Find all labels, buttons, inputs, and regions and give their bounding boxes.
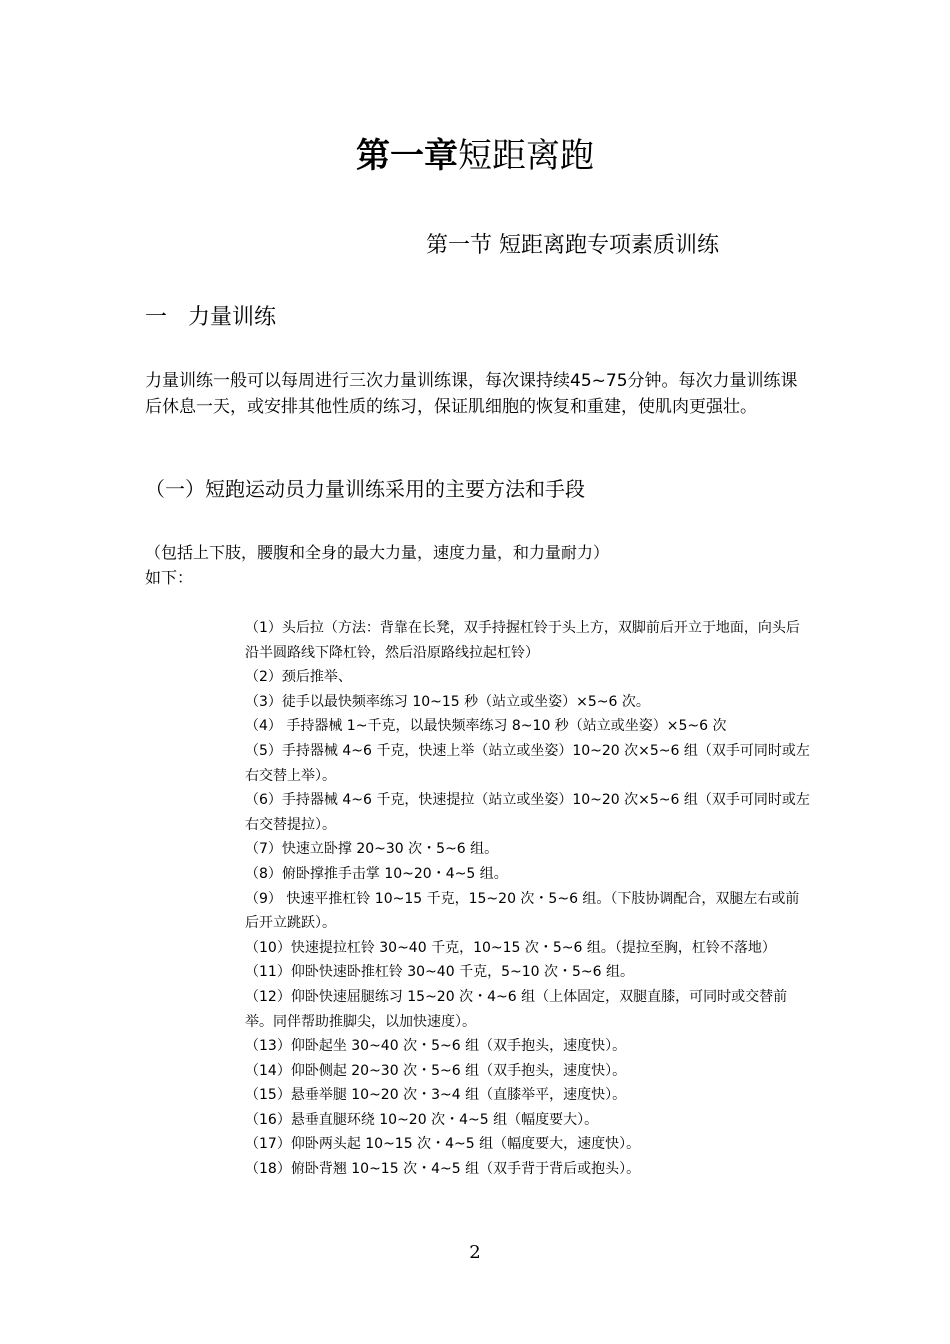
heading-number: 一	[145, 305, 168, 330]
list-item: （13）仰卧起坐 30~40 次・5~6 组（双手抱头，速度快）。	[245, 1038, 627, 1055]
exercise-list	[245, 616, 810, 1182]
list-item: （2）颈后推举、	[245, 669, 352, 686]
chapter-title-text: 短距离跑	[458, 136, 594, 176]
chapter-title-number: 第一章	[356, 136, 458, 176]
list-item: （18）俯卧背翘 10~15 次・4~5 组（双手背于背后或抱头）。	[245, 1161, 641, 1178]
list-item: （16）悬垂直腿环绕 10~20 次・4~5 组（幅度要大）。	[245, 1111, 599, 1128]
list-item: （8）俯卧撑推手击掌 10~20・4~5 组。	[245, 865, 508, 882]
page-number: 2	[469, 1242, 481, 1263]
list-item: （10）快速提拉杠铃 30~40 千克，10~15 次・5~6 组。（提拉至胸，杠铃不落地）	[245, 939, 776, 956]
heading-text: 力量训练	[188, 305, 277, 330]
body-paragraph: 力量训练一般可以每周进行三次力量训练课，每次课持续45~75分钟。每次力量训练课后休息一天，或安排其他性质的练习，保证肌细胞的恢复和重建，使肌肉更强壮。	[145, 371, 798, 417]
intro-line-1: （包括上下肢，腰腹和全身的最大力量，速度力量，和力量耐力）	[145, 543, 610, 562]
section-title: 第一节 短距离跑专项素质训练	[426, 233, 719, 258]
chapter-title	[0, 133, 950, 179]
list-item: （11）仰卧快速卧推杠铃 30~40 千克，5~10 次・5~6 组。	[245, 964, 634, 981]
list-item: （6）手持器械 4~6 千克，快速提拉（站立或坐姿）10~20 次×5~6 组（双手可同时或左右交替提拉）。	[245, 792, 810, 833]
list-item: （4） 手持器械 1~千克，以最快频率练习 8~10 秒（站立或坐姿）×5~6 次	[245, 718, 727, 735]
heading-strength-training	[145, 302, 276, 334]
list-item: （15）悬垂举腿 10~20 次・3~4 组（直膝举平，速度快）。	[245, 1087, 627, 1104]
list-item: （17）仰卧两头起 10~15 次・4~5 组（幅度要大，速度快）。	[245, 1136, 641, 1153]
list-item: （9） 快速平推杠铃 10~15 千克，15~20 次・5~6 组。（下肢协调配合，双腿左右或前后开立跳跃）。	[245, 890, 800, 932]
list-item: （3）徒手以最快频率练习 10~15 秒（站立或坐姿）×5~6 次。	[245, 693, 650, 710]
list-item: （5）手持器械 4~6 千克，快速上举（站立或坐姿）10~20 次×5~6 组（双手可同时或左右交替上举）。	[245, 742, 810, 784]
list-item: （1）头后拉（方法：背靠在长凳，双手持握杠铃于头上方，双脚前后开立于地面，向头后沿半圆路线下降杠铃，然后沿原路线拉起杠铃）	[245, 620, 800, 661]
list-item: （14）仰卧侧起 20~30 次・5~6 组（双手抱头，速度快）。	[245, 1062, 627, 1079]
intro-line-2: 如下：	[145, 568, 194, 587]
subheading-methods: （一）短跑运动员力量训练采用的主要方法和手段	[145, 477, 585, 501]
intro-text	[145, 540, 609, 590]
list-item: （7）快速立卧撑 20~30 次・5~6 组。	[245, 841, 499, 858]
list-item: （12）仰卧快速屈腿练习 15~20 次・4~6 组（上体固定，双腿直膝，可同时或交替前举。同伴帮助推脚尖，以加快速度）。	[245, 988, 788, 1030]
